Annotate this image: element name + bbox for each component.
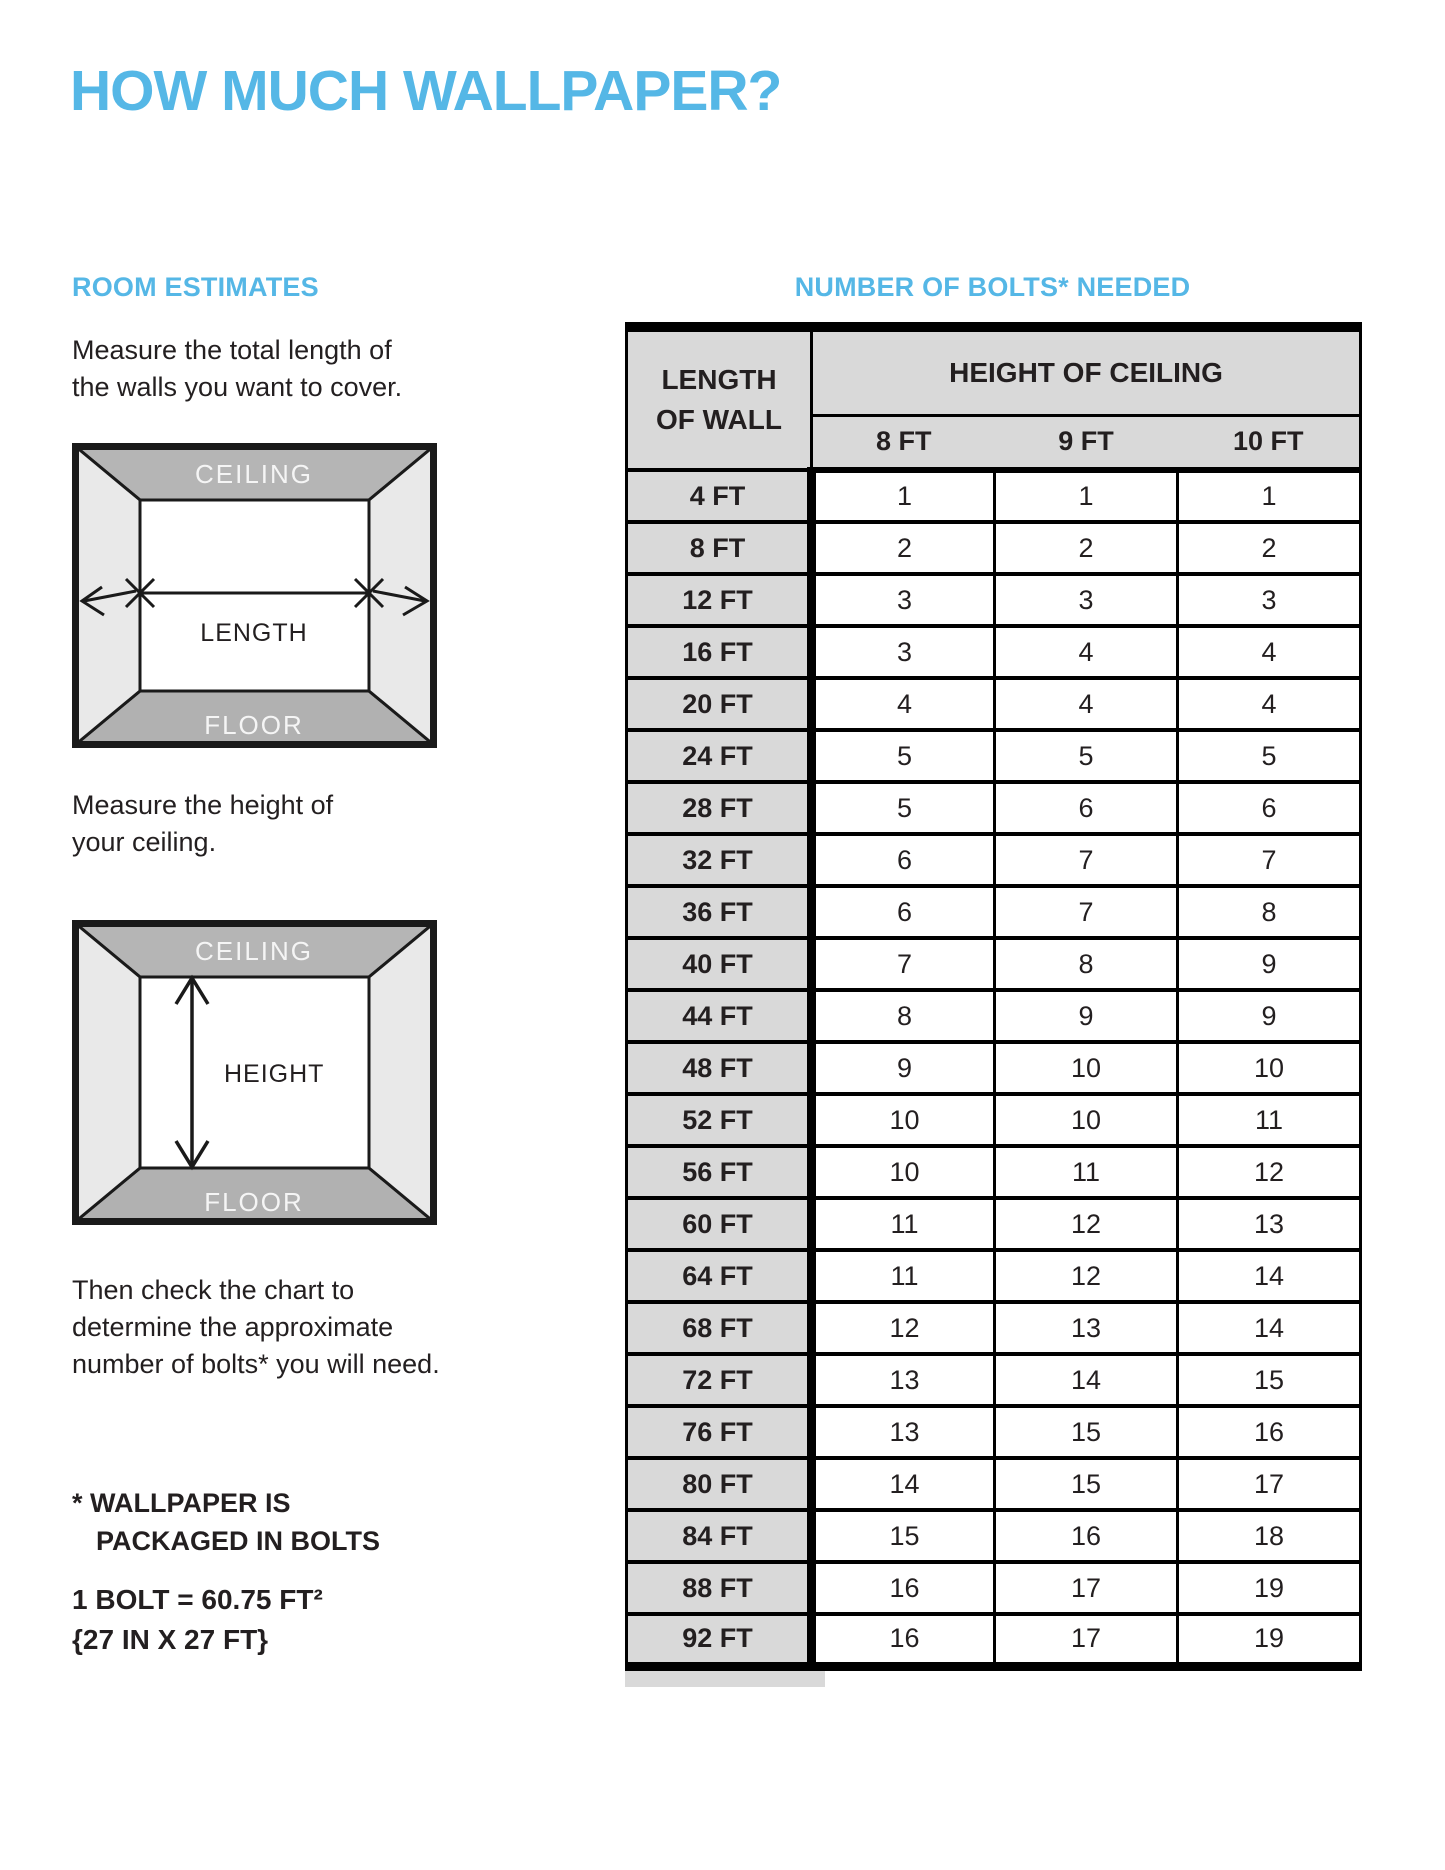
floor-label: FLOOR bbox=[204, 710, 304, 740]
row-label-cell: 16 FT bbox=[627, 626, 812, 678]
row-label-cell: 60 FT bbox=[627, 1198, 812, 1250]
row-label-cell: 84 FT bbox=[627, 1510, 812, 1562]
value-cell: 12 bbox=[812, 1302, 995, 1354]
bolts-footnote-line1: * WALLPAPER IS bbox=[72, 1488, 291, 1518]
row-label-cell: 20 FT bbox=[627, 678, 812, 730]
value-cell: 6 bbox=[812, 834, 995, 886]
floor-label: FLOOR bbox=[204, 1187, 304, 1217]
value-cell: 5 bbox=[812, 730, 995, 782]
value-cell: 15 bbox=[1178, 1354, 1361, 1406]
table-footer-gray-tab bbox=[625, 1671, 825, 1687]
value-cell: 4 bbox=[995, 678, 1178, 730]
table-row bbox=[627, 574, 1361, 626]
row-label-cell: 80 FT bbox=[627, 1458, 812, 1510]
left-wall-surface bbox=[75, 923, 140, 1222]
table-row bbox=[627, 990, 1361, 1042]
value-cell: 9 bbox=[995, 990, 1178, 1042]
row-label-cell: 44 FT bbox=[627, 990, 812, 1042]
ceiling-label: CEILING bbox=[194, 936, 314, 966]
row-label-cell: 76 FT bbox=[627, 1406, 812, 1458]
value-cell: 3 bbox=[1178, 574, 1361, 626]
table-row bbox=[627, 1198, 1361, 1250]
table-row bbox=[627, 782, 1361, 834]
value-cell: 8 bbox=[995, 938, 1178, 990]
row-label-cell: 52 FT bbox=[627, 1094, 812, 1146]
value-cell: 16 bbox=[812, 1562, 995, 1614]
instruction-step-1-line1: Measure the total length of bbox=[72, 335, 392, 365]
value-cell: 13 bbox=[1178, 1198, 1361, 1250]
value-cell: 3 bbox=[812, 574, 995, 626]
row-label-cell: 72 FT bbox=[627, 1354, 812, 1406]
table-row bbox=[627, 886, 1361, 938]
value-cell: 19 bbox=[1178, 1614, 1361, 1666]
table-row bbox=[627, 730, 1361, 782]
table-row bbox=[627, 1458, 1361, 1510]
room-length-diagram bbox=[72, 443, 437, 748]
value-cell: 11 bbox=[812, 1250, 995, 1302]
value-cell: 2 bbox=[995, 522, 1178, 574]
right-wall-surface bbox=[369, 923, 434, 1222]
value-cell: 10 bbox=[812, 1146, 995, 1198]
value-cell: 4 bbox=[812, 678, 995, 730]
value-cell: 6 bbox=[995, 782, 1178, 834]
value-cell: 5 bbox=[1178, 730, 1361, 782]
value-cell: 15 bbox=[812, 1510, 995, 1562]
row-label-cell: 92 FT bbox=[627, 1614, 812, 1666]
length-of-wall-header-line1: LENGTH bbox=[661, 364, 777, 395]
instruction-step-1 bbox=[72, 332, 402, 406]
value-cell: 6 bbox=[812, 886, 995, 938]
bolts-table-heading: NUMBER OF BOLTS* NEEDED bbox=[794, 272, 1191, 302]
table-row bbox=[627, 522, 1361, 574]
table-row bbox=[627, 1562, 1361, 1614]
col-header-9ft: 9 FT bbox=[995, 415, 1178, 470]
instruction-step-2 bbox=[72, 787, 333, 861]
bolts-footnote-line2: PACKAGED IN BOLTS bbox=[96, 1526, 381, 1556]
table-row bbox=[627, 938, 1361, 990]
value-cell: 9 bbox=[812, 1042, 995, 1094]
bolt-size-info-line2: {27 IN X 27 FT} bbox=[72, 1624, 269, 1655]
instruction-step-3 bbox=[72, 1272, 440, 1383]
table-group-header-row bbox=[627, 327, 1361, 415]
row-label-cell: 40 FT bbox=[627, 938, 812, 990]
value-cell: 9 bbox=[1178, 990, 1361, 1042]
bolts-footnote bbox=[72, 1484, 380, 1560]
row-label-cell: 64 FT bbox=[627, 1250, 812, 1302]
value-cell: 12 bbox=[995, 1250, 1178, 1302]
value-cell: 19 bbox=[1178, 1562, 1361, 1614]
height-of-ceiling-header: HEIGHT OF CEILING bbox=[812, 327, 1361, 415]
value-cell: 7 bbox=[995, 834, 1178, 886]
value-cell: 15 bbox=[995, 1406, 1178, 1458]
value-cell: 7 bbox=[1178, 834, 1361, 886]
value-cell: 12 bbox=[995, 1198, 1178, 1250]
row-label-cell: 48 FT bbox=[627, 1042, 812, 1094]
instruction-step-1-line2: the walls you want to cover. bbox=[72, 372, 403, 402]
height-label: HEIGHT bbox=[224, 1060, 325, 1088]
value-cell: 15 bbox=[995, 1458, 1178, 1510]
instruction-step-2-line2: your ceiling. bbox=[72, 827, 217, 857]
table-row bbox=[627, 1614, 1361, 1666]
row-label-cell: 68 FT bbox=[627, 1302, 812, 1354]
table-row bbox=[627, 678, 1361, 730]
col-header-10ft: 10 FT bbox=[1178, 415, 1361, 470]
value-cell: 4 bbox=[1178, 678, 1361, 730]
value-cell: 16 bbox=[1178, 1406, 1361, 1458]
table-row bbox=[627, 1250, 1361, 1302]
bolts-table-body bbox=[627, 470, 1361, 1666]
row-label-cell: 28 FT bbox=[627, 782, 812, 834]
value-cell: 11 bbox=[812, 1198, 995, 1250]
value-cell: 14 bbox=[1178, 1302, 1361, 1354]
bolts-table-container bbox=[625, 322, 1360, 1687]
value-cell: 6 bbox=[1178, 782, 1361, 834]
row-label-cell: 12 FT bbox=[627, 574, 812, 626]
instruction-step-2-line1: Measure the height of bbox=[72, 790, 334, 820]
value-cell: 13 bbox=[812, 1354, 995, 1406]
value-cell: 5 bbox=[812, 782, 995, 834]
value-cell: 8 bbox=[812, 990, 995, 1042]
value-cell: 14 bbox=[812, 1458, 995, 1510]
value-cell: 4 bbox=[995, 626, 1178, 678]
value-cell: 17 bbox=[1178, 1458, 1361, 1510]
value-cell: 12 bbox=[1178, 1146, 1361, 1198]
value-cell: 10 bbox=[995, 1042, 1178, 1094]
page-title: HOW MUCH WALLPAPER? bbox=[70, 59, 782, 123]
table-row bbox=[627, 470, 1361, 522]
row-label-cell: 36 FT bbox=[627, 886, 812, 938]
length-of-wall-header-line2: OF WALL bbox=[656, 404, 782, 435]
value-cell: 18 bbox=[1178, 1510, 1361, 1562]
instruction-step-3-line2: determine the approximate bbox=[72, 1312, 394, 1342]
value-cell: 9 bbox=[1178, 938, 1361, 990]
value-cell: 11 bbox=[995, 1146, 1178, 1198]
value-cell: 2 bbox=[1178, 522, 1361, 574]
value-cell: 10 bbox=[1178, 1042, 1361, 1094]
back-wall-surface bbox=[140, 500, 369, 691]
value-cell: 10 bbox=[995, 1094, 1178, 1146]
value-cell: 16 bbox=[995, 1510, 1178, 1562]
value-cell: 14 bbox=[995, 1354, 1178, 1406]
value-cell: 1 bbox=[812, 470, 995, 522]
value-cell: 1 bbox=[995, 470, 1178, 522]
value-cell: 17 bbox=[995, 1614, 1178, 1666]
row-label-cell: 56 FT bbox=[627, 1146, 812, 1198]
row-label-cell: 4 FT bbox=[627, 470, 812, 522]
value-cell: 11 bbox=[1178, 1094, 1361, 1146]
instruction-step-3-line1: Then check the chart to bbox=[72, 1275, 355, 1305]
table-row bbox=[627, 1406, 1361, 1458]
ceiling-label: CEILING bbox=[194, 459, 314, 489]
value-cell: 2 bbox=[812, 522, 995, 574]
value-cell: 5 bbox=[995, 730, 1178, 782]
col-header-8ft: 8 FT bbox=[812, 415, 995, 470]
value-cell: 8 bbox=[1178, 886, 1361, 938]
table-row bbox=[627, 1354, 1361, 1406]
value-cell: 1 bbox=[1178, 470, 1361, 522]
value-cell: 7 bbox=[995, 886, 1178, 938]
row-label-cell: 24 FT bbox=[627, 730, 812, 782]
bolts-table bbox=[625, 322, 1362, 1671]
value-cell: 4 bbox=[1178, 626, 1361, 678]
bolt-size-info-line1: 1 BOLT = 60.75 FT² bbox=[72, 1584, 323, 1615]
table-row bbox=[627, 1510, 1361, 1562]
value-cell: 7 bbox=[812, 938, 995, 990]
value-cell: 13 bbox=[995, 1302, 1178, 1354]
table-row bbox=[627, 834, 1361, 886]
value-cell: 14 bbox=[1178, 1250, 1361, 1302]
table-row bbox=[627, 1146, 1361, 1198]
value-cell: 3 bbox=[812, 626, 995, 678]
value-cell: 16 bbox=[812, 1614, 995, 1666]
instruction-step-3-line3: number of bolts* you will need. bbox=[72, 1349, 440, 1379]
table-row bbox=[627, 626, 1361, 678]
table-row bbox=[627, 1302, 1361, 1354]
value-cell: 13 bbox=[812, 1406, 995, 1458]
row-label-cell: 8 FT bbox=[627, 522, 812, 574]
table-row bbox=[627, 1042, 1361, 1094]
row-label-cell: 88 FT bbox=[627, 1562, 812, 1614]
value-cell: 10 bbox=[812, 1094, 995, 1146]
room-estimates-heading: ROOM ESTIMATES bbox=[72, 272, 319, 302]
bolt-size-info bbox=[72, 1580, 323, 1660]
value-cell: 17 bbox=[995, 1562, 1178, 1614]
length-label: LENGTH bbox=[200, 619, 308, 647]
row-label-cell: 32 FT bbox=[627, 834, 812, 886]
value-cell: 3 bbox=[995, 574, 1178, 626]
room-height-diagram bbox=[72, 920, 437, 1225]
table-row bbox=[627, 1094, 1361, 1146]
length-of-wall-header bbox=[627, 327, 812, 470]
